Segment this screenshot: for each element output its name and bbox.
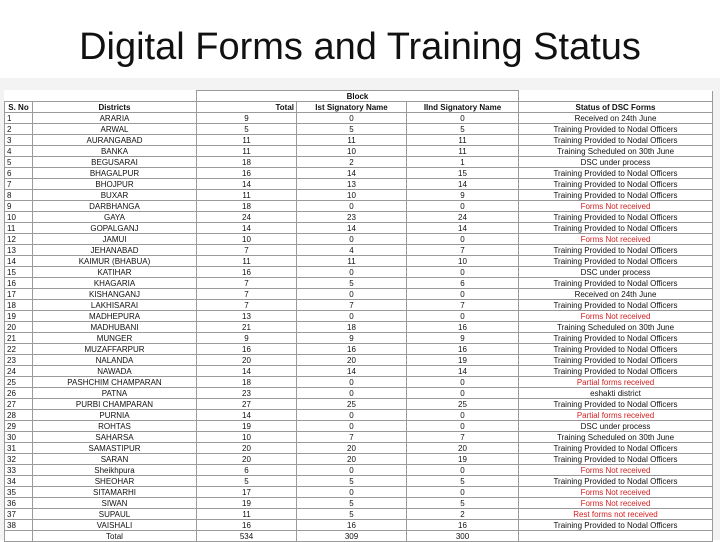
second-signatory-cell: 11 <box>407 146 519 157</box>
totals-label: Total <box>33 531 197 542</box>
second-signatory-cell: 0 <box>407 201 519 212</box>
total-cell: 11 <box>197 146 297 157</box>
second-signatory-cell: 0 <box>407 410 519 421</box>
second-signatory-cell: 16 <box>407 344 519 355</box>
first-signatory-cell: 10 <box>297 190 407 201</box>
district-cell: ARARIA <box>33 113 197 124</box>
status-cell: eshakti district <box>519 388 713 399</box>
first-signatory-cell: 5 <box>297 509 407 520</box>
total-cell: 5 <box>197 124 297 135</box>
status-cell: Training Provided to Nodal Officers <box>519 443 713 454</box>
status-cell: Partial forms received <box>519 410 713 421</box>
total-cell: 10 <box>197 432 297 443</box>
second-signatory-cell: 0 <box>407 421 519 432</box>
second-signatory-cell: 0 <box>407 311 519 322</box>
district-cell: NAWADA <box>33 366 197 377</box>
status-cell: DSC under process <box>519 421 713 432</box>
table-row <box>5 421 713 432</box>
district-cell: KAIMUR (BHABUA) <box>33 256 197 267</box>
spreadsheet-area <box>0 78 720 540</box>
district-cell: SUPAUL <box>33 509 197 520</box>
total-cell: 14 <box>197 410 297 421</box>
total-cell: 24 <box>197 212 297 223</box>
table-row <box>5 113 713 124</box>
first-signatory-cell: 0 <box>297 377 407 388</box>
district-cell: ARWAL <box>33 124 197 135</box>
status-cell: Training Provided to Nodal Officers <box>519 366 713 377</box>
table-row <box>5 388 713 399</box>
status-cell: Training Provided to Nodal Officers <box>519 168 713 179</box>
district-cell: BANKA <box>33 146 197 157</box>
second-signatory-cell: 5 <box>407 476 519 487</box>
sno-cell: 32 <box>5 454 33 465</box>
sno-cell: 29 <box>5 421 33 432</box>
status-cell: Training Provided to Nodal Officers <box>519 223 713 234</box>
table-row <box>5 432 713 443</box>
table-row <box>5 201 713 212</box>
second-signatory-cell: 16 <box>407 322 519 333</box>
table-row <box>5 267 713 278</box>
status-cell: Rest forms not received <box>519 509 713 520</box>
first-signatory-cell: 13 <box>297 179 407 190</box>
table-row <box>5 146 713 157</box>
second-signatory-cell: 14 <box>407 179 519 190</box>
sno-cell: 19 <box>5 311 33 322</box>
total-cell: 5 <box>197 476 297 487</box>
status-cell: Forms Not received <box>519 498 713 509</box>
first-signatory-cell: 0 <box>297 201 407 212</box>
first-signatory-cell: 7 <box>297 432 407 443</box>
sno-cell: 15 <box>5 267 33 278</box>
sno-cell: 30 <box>5 432 33 443</box>
table-row <box>5 256 713 267</box>
district-cell: MADHEPURA <box>33 311 197 322</box>
second-signatory-cell: 6 <box>407 278 519 289</box>
first-signatory-cell: 0 <box>297 421 407 432</box>
first-signatory-header: Ist Signatory Name <box>297 102 407 113</box>
status-cell: Training Provided to Nodal Officers <box>519 245 713 256</box>
first-signatory-cell: 0 <box>297 487 407 498</box>
total-cell: 17 <box>197 487 297 498</box>
block-header-row <box>5 91 713 102</box>
status-cell: Training Provided to Nodal Officers <box>519 135 713 146</box>
first-signatory-cell: 14 <box>297 168 407 179</box>
second-signatory-cell: 9 <box>407 190 519 201</box>
status-cell: Training Provided to Nodal Officers <box>519 476 713 487</box>
sno-cell: 34 <box>5 476 33 487</box>
sno-cell: 21 <box>5 333 33 344</box>
sno-cell: 10 <box>5 212 33 223</box>
sno-cell: 5 <box>5 157 33 168</box>
second-signatory-header: IInd Signatory Name <box>407 102 519 113</box>
table-row <box>5 333 713 344</box>
district-cell: VAISHALI <box>33 520 197 531</box>
sno-cell: 38 <box>5 520 33 531</box>
table-row <box>5 322 713 333</box>
sno-cell: 9 <box>5 201 33 212</box>
block-header: Block <box>197 91 519 102</box>
sno-cell: 17 <box>5 289 33 300</box>
total-cell: 16 <box>197 168 297 179</box>
sno-cell: 7 <box>5 179 33 190</box>
second-signatory-cell: 0 <box>407 465 519 476</box>
district-cell: BHOJPUR <box>33 179 197 190</box>
first-signatory-cell: 2 <box>297 157 407 168</box>
total-cell: 7 <box>197 300 297 311</box>
first-signatory-cell: 14 <box>297 366 407 377</box>
sno-cell: 28 <box>5 410 33 421</box>
second-signatory-cell: 5 <box>407 124 519 135</box>
table-row <box>5 234 713 245</box>
status-cell: Training Scheduled on 30th June <box>519 146 713 157</box>
district-cell: MUZAFFARPUR <box>33 344 197 355</box>
status-cell: Forms Not received <box>519 201 713 212</box>
table-row <box>5 168 713 179</box>
district-cell: PASHCHIM CHAMPARAN <box>33 377 197 388</box>
table-row <box>5 377 713 388</box>
first-signatory-cell: 25 <box>297 399 407 410</box>
sno-cell: 22 <box>5 344 33 355</box>
table-row <box>5 245 713 256</box>
status-cell: Training Provided to Nodal Officers <box>519 333 713 344</box>
total-cell: 13 <box>197 311 297 322</box>
table-row <box>5 223 713 234</box>
total-cell: 14 <box>197 366 297 377</box>
table-row <box>5 344 713 355</box>
total-cell: 7 <box>197 278 297 289</box>
second-signatory-cell: 1 <box>407 157 519 168</box>
first-signatory-cell: 5 <box>297 476 407 487</box>
table-row <box>5 399 713 410</box>
status-cell: Training Provided to Nodal Officers <box>519 124 713 135</box>
total-cell: 27 <box>197 399 297 410</box>
page-title: Digital Forms and Training Status <box>79 26 641 68</box>
sno-header: S. No <box>5 102 33 113</box>
sno-cell: 6 <box>5 168 33 179</box>
first-signatory-cell: 0 <box>297 311 407 322</box>
table-row <box>5 355 713 366</box>
table-row <box>5 157 713 168</box>
total-cell: 11 <box>197 190 297 201</box>
first-signatory-cell: 16 <box>297 344 407 355</box>
table-row <box>5 509 713 520</box>
status-cell: Received on 24th June <box>519 289 713 300</box>
district-cell: SHEOHAR <box>33 476 197 487</box>
second-signatory-cell: 0 <box>407 113 519 124</box>
column-header-row <box>5 102 713 113</box>
status-cell: Training Scheduled on 30th June <box>519 432 713 443</box>
status-cell: Training Provided to Nodal Officers <box>519 278 713 289</box>
second-signatory-cell: 7 <box>407 300 519 311</box>
second-signatory-cell: 0 <box>407 234 519 245</box>
totals-first: 309 <box>297 531 407 542</box>
status-cell: Training Provided to Nodal Officers <box>519 256 713 267</box>
first-signatory-cell: 7 <box>297 300 407 311</box>
district-cell: Sheikhpura <box>33 465 197 476</box>
first-signatory-cell: 18 <box>297 322 407 333</box>
first-signatory-cell: 0 <box>297 388 407 399</box>
total-cell: 19 <box>197 421 297 432</box>
first-signatory-cell: 20 <box>297 355 407 366</box>
status-cell: Training Provided to Nodal Officers <box>519 300 713 311</box>
second-signatory-cell: 5 <box>407 498 519 509</box>
district-cell: MADHUBANI <box>33 322 197 333</box>
status-cell: Training Provided to Nodal Officers <box>519 179 713 190</box>
status-header: Status of DSC Forms <box>519 102 713 113</box>
status-cell: Training Provided to Nodal Officers <box>519 399 713 410</box>
district-cell: SAMASTIPUR <box>33 443 197 454</box>
total-cell: 7 <box>197 245 297 256</box>
table-row <box>5 520 713 531</box>
sno-cell: 25 <box>5 377 33 388</box>
status-cell: Training Scheduled on 30th June <box>519 322 713 333</box>
table-row <box>5 366 713 377</box>
district-cell: SARAN <box>33 454 197 465</box>
district-cell: SAHARSA <box>33 432 197 443</box>
second-signatory-cell: 0 <box>407 377 519 388</box>
sno-cell: 36 <box>5 498 33 509</box>
status-cell: DSC under process <box>519 267 713 278</box>
sno-cell: 4 <box>5 146 33 157</box>
total-cell: 11 <box>197 509 297 520</box>
second-signatory-cell: 7 <box>407 245 519 256</box>
status-cell: Training Provided to Nodal Officers <box>519 344 713 355</box>
sno-cell: 13 <box>5 245 33 256</box>
table-row <box>5 289 713 300</box>
district-cell: KISHANGANJ <box>33 289 197 300</box>
district-cell: BEGUSARAI <box>33 157 197 168</box>
district-cell: GOPALGANJ <box>33 223 197 234</box>
first-signatory-cell: 11 <box>297 256 407 267</box>
first-signatory-cell: 9 <box>297 333 407 344</box>
total-cell: 6 <box>197 465 297 476</box>
district-cell: MUNGER <box>33 333 197 344</box>
total-cell: 18 <box>197 201 297 212</box>
district-cell: PURBI CHAMPARAN <box>33 399 197 410</box>
table-row <box>5 454 713 465</box>
first-signatory-cell: 5 <box>297 124 407 135</box>
sno-cell: 37 <box>5 509 33 520</box>
table-row <box>5 410 713 421</box>
total-cell: 7 <box>197 289 297 300</box>
status-cell: Training Provided to Nodal Officers <box>519 355 713 366</box>
total-cell: 18 <box>197 377 297 388</box>
status-cell: Partial forms received <box>519 377 713 388</box>
total-cell: 11 <box>197 135 297 146</box>
first-signatory-cell: 4 <box>297 245 407 256</box>
total-cell: 9 <box>197 113 297 124</box>
first-signatory-cell: 5 <box>297 498 407 509</box>
second-signatory-cell: 9 <box>407 333 519 344</box>
second-signatory-cell: 14 <box>407 366 519 377</box>
second-signatory-cell: 7 <box>407 432 519 443</box>
sno-cell: 16 <box>5 278 33 289</box>
table-row <box>5 487 713 498</box>
first-signatory-cell: 0 <box>297 410 407 421</box>
district-cell: SIWAN <box>33 498 197 509</box>
table-body <box>5 113 713 531</box>
district-cell: PURNIA <box>33 410 197 421</box>
total-cell: 20 <box>197 454 297 465</box>
second-signatory-cell: 19 <box>407 454 519 465</box>
status-cell: Forms Not received <box>519 234 713 245</box>
district-cell: JAMUI <box>33 234 197 245</box>
second-signatory-cell: 0 <box>407 388 519 399</box>
table-row <box>5 179 713 190</box>
first-signatory-cell: 23 <box>297 212 407 223</box>
second-signatory-cell: 25 <box>407 399 519 410</box>
status-cell: Forms Not received <box>519 487 713 498</box>
sno-cell: 24 <box>5 366 33 377</box>
table-row <box>5 498 713 509</box>
sno-cell: 20 <box>5 322 33 333</box>
sno-cell: 8 <box>5 190 33 201</box>
district-cell: GAYA <box>33 212 197 223</box>
status-cell: Training Provided to Nodal Officers <box>519 520 713 531</box>
total-cell: 18 <box>197 157 297 168</box>
total-cell: 14 <box>197 179 297 190</box>
total-cell: 16 <box>197 267 297 278</box>
second-signatory-cell: 15 <box>407 168 519 179</box>
status-cell: Training Provided to Nodal Officers <box>519 212 713 223</box>
district-cell: BHAGALPUR <box>33 168 197 179</box>
total-cell: 9 <box>197 333 297 344</box>
total-cell: 16 <box>197 344 297 355</box>
table-row <box>5 300 713 311</box>
district-cell: DARBHANGA <box>33 201 197 212</box>
district-cell: JEHANABAD <box>33 245 197 256</box>
total-cell: 20 <box>197 355 297 366</box>
district-cell: ROHTAS <box>33 421 197 432</box>
district-cell: LAKHISARAI <box>33 300 197 311</box>
first-signatory-cell: 20 <box>297 454 407 465</box>
sno-cell: 2 <box>5 124 33 135</box>
second-signatory-cell: 2 <box>407 509 519 520</box>
total-cell: 11 <box>197 256 297 267</box>
sno-cell: 14 <box>5 256 33 267</box>
first-signatory-cell: 0 <box>297 465 407 476</box>
sno-cell: 1 <box>5 113 33 124</box>
second-signatory-cell: 19 <box>407 355 519 366</box>
sno-cell: 3 <box>5 135 33 146</box>
first-signatory-cell: 11 <box>297 135 407 146</box>
total-cell: 20 <box>197 443 297 454</box>
first-signatory-cell: 16 <box>297 520 407 531</box>
total-cell: 16 <box>197 520 297 531</box>
totals-second: 300 <box>407 531 519 542</box>
total-header: Total <box>197 102 297 113</box>
second-signatory-cell: 14 <box>407 223 519 234</box>
district-cell: SITAMARHI <box>33 487 197 498</box>
table-row <box>5 124 713 135</box>
totals-total: 534 <box>197 531 297 542</box>
table-row <box>5 476 713 487</box>
total-cell: 23 <box>197 388 297 399</box>
sno-cell: 11 <box>5 223 33 234</box>
status-cell: Forms Not received <box>519 311 713 322</box>
total-cell: 21 <box>197 322 297 333</box>
first-signatory-cell: 20 <box>297 443 407 454</box>
district-cell: BUXAR <box>33 190 197 201</box>
second-signatory-cell: 0 <box>407 289 519 300</box>
sno-cell: 23 <box>5 355 33 366</box>
district-cell: NALANDA <box>33 355 197 366</box>
first-signatory-cell: 0 <box>297 234 407 245</box>
second-signatory-cell: 10 <box>407 256 519 267</box>
districts-header: Districts <box>33 102 197 113</box>
status-cell: Training Provided to Nodal Officers <box>519 190 713 201</box>
first-signatory-cell: 0 <box>297 289 407 300</box>
district-cell: KATIHAR <box>33 267 197 278</box>
second-signatory-cell: 11 <box>407 135 519 146</box>
sno-cell: 12 <box>5 234 33 245</box>
status-cell: Forms Not received <box>519 465 713 476</box>
district-cell: AURANGABAD <box>33 135 197 146</box>
table-row <box>5 465 713 476</box>
sno-cell: 31 <box>5 443 33 454</box>
first-signatory-cell: 0 <box>297 267 407 278</box>
district-cell: KHAGARIA <box>33 278 197 289</box>
total-cell: 10 <box>197 234 297 245</box>
second-signatory-cell: 0 <box>407 267 519 278</box>
sno-cell: 27 <box>5 399 33 410</box>
table-row <box>5 443 713 454</box>
second-signatory-cell: 16 <box>407 520 519 531</box>
first-signatory-cell: 5 <box>297 278 407 289</box>
total-cell: 19 <box>197 498 297 509</box>
total-cell: 14 <box>197 223 297 234</box>
first-signatory-cell: 14 <box>297 223 407 234</box>
second-signatory-cell: 0 <box>407 487 519 498</box>
sno-cell: 26 <box>5 388 33 399</box>
table-row <box>5 190 713 201</box>
dsc-status-table <box>4 90 713 542</box>
status-cell: Training Provided to Nodal Officers <box>519 454 713 465</box>
status-cell: DSC under process <box>519 157 713 168</box>
sno-cell: 18 <box>5 300 33 311</box>
sno-cell: 35 <box>5 487 33 498</box>
sno-cell: 33 <box>5 465 33 476</box>
status-cell: Received on 24th June <box>519 113 713 124</box>
table-row <box>5 311 713 322</box>
district-cell: PATNA <box>33 388 197 399</box>
first-signatory-cell: 10 <box>297 146 407 157</box>
first-signatory-cell: 0 <box>297 113 407 124</box>
table-row <box>5 135 713 146</box>
second-signatory-cell: 24 <box>407 212 519 223</box>
table-row <box>5 212 713 223</box>
second-signatory-cell: 20 <box>407 443 519 454</box>
table-row <box>5 278 713 289</box>
